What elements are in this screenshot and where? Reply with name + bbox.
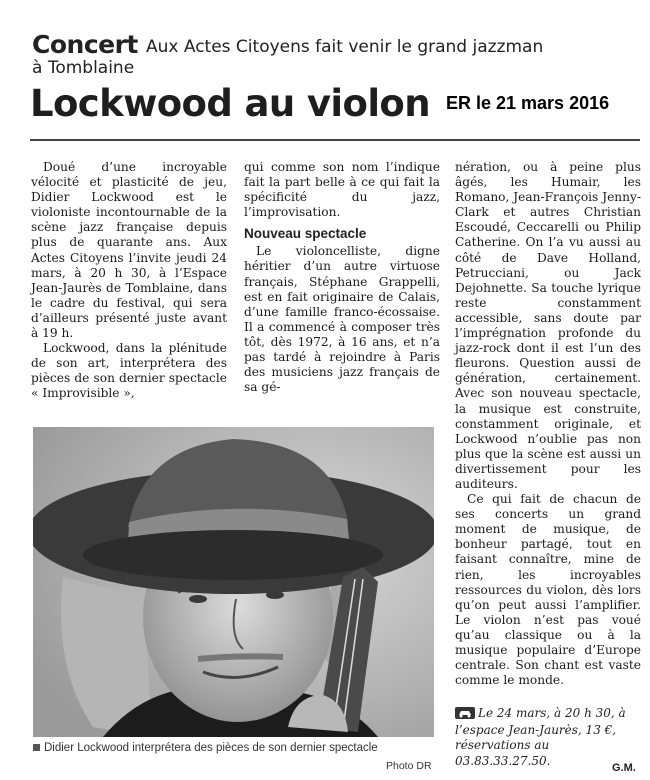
car-icon — [455, 707, 475, 723]
violinist-portrait — [33, 427, 434, 737]
header-rule — [30, 139, 640, 141]
practical-info-text: Le 24 mars, à 20 h 30, à l’espace Jean-Jaurès, 13 €, réservations au 03.83.33.27.50. — [455, 706, 626, 768]
kicker-line-2: à Tomblaine — [32, 58, 135, 78]
article-column-1 — [31, 160, 227, 402]
headline: Lockwood au violon — [30, 82, 430, 125]
caption-bullet-icon — [33, 744, 40, 751]
paragraph: nération, ou à peine plus âgés, les Humair, les Romano, Jean-François Jenny-Clark et autres Christian Escoudé, Ceccarelli ou Philip Catherine. On l’a vu aussi au côté de Dave Holland, Petrucciani, ou Jack Dejohnette. Sa touche lyrique reste constamment accessible, sans doute par l’imprégnation profonde du jazz-rock dont il est l’un des fleurons. Question aussi de génération, certainement. Avec son nouveau spectacle, la musique est construite, constamment originale, et Lockwood n’oublie pas non plus que la scène est aussi un divertissement pour les auditeurs. — [455, 160, 641, 491]
photo-caption — [33, 742, 378, 754]
article-column-3 — [455, 160, 641, 688]
subhead: Nouveau spectacle — [244, 226, 367, 242]
source-stamp: ER le 21 mars 2016 — [446, 93, 610, 113]
photo-credit: Photo DR — [386, 760, 432, 772]
article-column-2 — [244, 160, 440, 395]
paragraph: Ce qui fait de chacun de ses concerts un grand moment de musique, de bonheur partagé, tout en faisant connaître, mine de rien, les incroyables ressources du violon, dès lors qu’on peut aussi l’amplifier. Le violon n’est pas voué qu’au classique ou à la musique populaire d’Europe centrale. Son chant est vaste comme le monde. — [455, 492, 641, 688]
portrait-photo — [33, 427, 434, 737]
photo-caption-text: Didier Lockwood interprétera des pièces de son dernier spectacle — [44, 742, 378, 754]
practical-info — [455, 706, 645, 769]
paragraph: Doué d’une incroyable vélocité et plasticité de jeu, Didier Lockwood est le violoniste incontournable de la scène jazz française depuis plus de quarante ans. Aux Actes Citoyens l’invite jeudi 24 mars, à 20 h 30, à l’Espace Jean-Jaurès de Tomblaine, dans le cadre du festival, qui sera d’ailleurs présenté juste avant à 19 h. — [31, 160, 227, 341]
kicker-line-1: Aux Actes Citoyens fait venir le grand jazzman — [146, 37, 544, 57]
section-label: Concert — [32, 30, 138, 59]
paragraph: Lockwood, dans la plénitude de son art, interprétera des pièces de son dernier spectacle « Improvisible », — [31, 341, 227, 401]
paragraph: Le violoncelliste, digne héritier d’un autre virtuose français, Stéphane Grappelli, est en fait originaire de Calais, d’une famille franco-écossaise. Il a commencé à composer très tôt, dès 1972, à 16 ans, et n’a pas tardé à rejoindre à Paris des musiciens jazz français de sa gé- — [244, 244, 440, 395]
paragraph: qui comme son nom l’indique fait la part belle à ce qui fait la spécificité du jazz, l’improvisation. — [244, 160, 440, 220]
author-signature: G.M. — [612, 762, 636, 774]
